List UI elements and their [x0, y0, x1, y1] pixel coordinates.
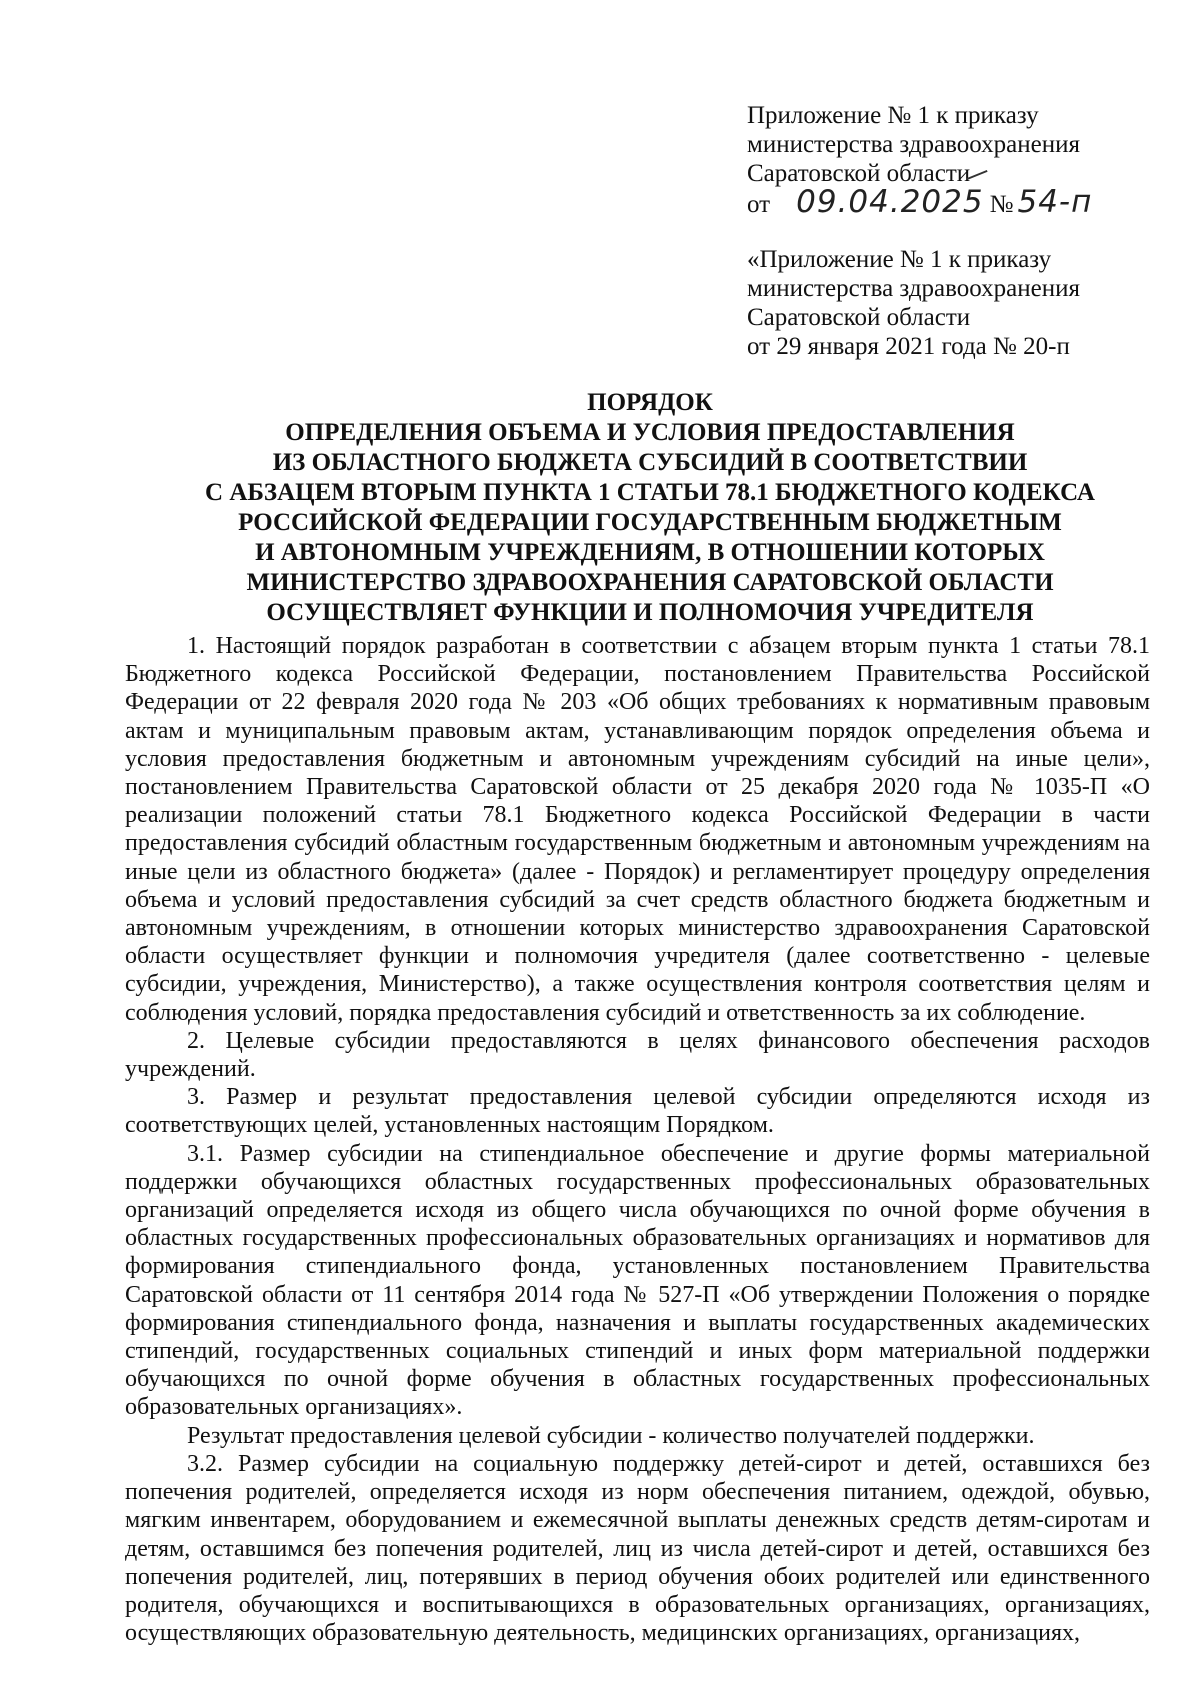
title-line: РОССИЙСКОЙ ФЕДЕРАЦИИ ГОСУДАРСТВЕННЫМ БЮДЖЕТНЫМ: [238, 509, 1062, 536]
handwritten-date: 09.04.2025: [796, 184, 984, 220]
paragraph-3-2: 3.2. Размер субсидии на социальную поддержку детей-сирот и детей, оставшихся без попечения родителей, определяется исходя из норм обеспечения питанием, одеждой, обувью, мягким инвентарем, оборудованием и ежемесячной выплаты денежных средств детям-сиротам и детям, оставшимся без попечения родителей, лиц из числа детей-сирот и детей, оставшихся без попечения родителей, лиц, потерявших в период обучения обоих родителей или единственного родителя, обучающихся и воспитывающихся в образовательных организациях, организациях, осуществляющих образовательную деятельность, медицинских организациях, организациях,: [125, 1450, 1150, 1647]
appendix-line: Саратовской области: [747, 304, 971, 331]
number-label: №: [989, 191, 1014, 218]
paragraph-1: 1. Настоящий порядок разработан в соответствии с абзацем вторым пункта 1 статьи 78.1 Бюджетного кодекса Российской Федерации, постановлением Правительства Российской Федерации от 22 февраля 2020 года № 203 «Об общих требованиях к нормативным правовым актам и муниципальным правовым актам, устанавливающим порядок определения объема и условия предоставления бюджетным и автономным учреждениям субсидий на иные цели», постановлением Правительства Саратовской области от 25 декабря 2020 года № 1035-П «О реализации положений статьи 78.1 Бюджетного кодекса Российской Федерации в части предоставления субсидий областным государственным бюджетным и автономным учреждениям на иные цели из областного бюджета» (далее - Порядок) и регламентирует процедуру определения объема и условий предоставления субсидий за счет средств областного бюджета бюджетным и автономным учреждениям, в отношении которых министерство здравоохранения Саратовской области осуществляет функции и полномочия учредителя (далее соответственно - целевые субсидии, учреждения, Министерство), а также осуществления контроля соответствия целям и соблюдения условий, порядка предоставления субсидий и ответственность за их соблюдение.: [125, 633, 1150, 1026]
appendix-line: министерства здравоохранения: [747, 275, 1080, 302]
handwritten-number: 54-п: [1017, 184, 1093, 220]
paragraph-result: Результат предоставления целевой субсидии - количество получателей поддержки.: [187, 1422, 1035, 1449]
paragraph-3-1: 3.1. Размер субсидии на стипендиальное обеспечение и другие формы материальной поддержки обучающихся областных государственных профессиональных образовательных организаций определяется исходя из общего числа обучающихся по очной форме обучения в областных государственных профессиональных образовательных организациях и нормативов для формирования стипендиального фонда, установленных постановлением Правительства Саратовской области от 11 сентября 2014 года № 527-П «Об утверждении Положения о порядке формирования стипендиального фонда, назначения и выплаты государственных академических стипендий, государственных социальных стипендий и иных форм материальной поддержки обучающихся по очной форме обучения в областных государственных профессиональных образовательных организациях».: [125, 1140, 1150, 1421]
appendix-line: Приложение № 1 к приказу: [747, 102, 1039, 129]
title-line: МИНИСТЕРСТВО ЗДРАВООХРАНЕНИЯ САРАТОВСКОЙ ОБЛАСТИ: [246, 569, 1054, 596]
appendix-date-line: [747, 184, 1167, 220]
title-line: ИЗ ОБЛАСТНОГО БЮДЖЕТА СУБСИДИЙ В СООТВЕТСТВИИ: [272, 449, 1028, 476]
appendix-current-block: [747, 101, 1167, 219]
appendix-region: Саратовской области: [747, 160, 971, 187]
title-line: С АБЗАЦЕМ ВТОРЫМ ПУНКТА 1 СТАТЬИ 78.1 БЮДЖЕТНОГО КОДЕКСА: [205, 479, 1095, 506]
appendix-line: министерства здравоохранения: [747, 131, 1080, 158]
title-line: ОПРЕДЕЛЕНИЯ ОБЪЕМА И УСЛОВИЯ ПРЕДОСТАВЛЕНИЯ: [285, 419, 1015, 446]
appendix-previous-block: [747, 245, 1167, 361]
document-body: [125, 632, 1150, 1647]
document-title: [150, 388, 1150, 628]
title-line: И АВТОНОМНЫМ УЧРЕЖДЕНИЯМ, В ОТНОШЕНИИ КОТОРЫХ: [255, 539, 1045, 566]
paragraph-3: 3. Размер и результат предоставления целевой субсидии определяются исходя из соответствующих целей, установленных настоящим Порядком.: [125, 1084, 1150, 1139]
title-line: ПОРЯДОК: [587, 389, 713, 416]
from-label: от: [747, 191, 771, 218]
paragraph-2: 2. Целевые субсидии предоставляются в целях финансового обеспечения расходов учреждений.: [125, 1027, 1150, 1083]
appendix-line: «Приложение № 1 к приказу: [747, 246, 1052, 273]
appendix-line: от 29 января 2021 года № 20-п: [747, 333, 1070, 360]
title-line: ОСУЩЕСТВЛЯЕТ ФУНКЦИИ И ПОЛНОМОЧИЯ УЧРЕДИТЕЛЯ: [266, 599, 1034, 626]
